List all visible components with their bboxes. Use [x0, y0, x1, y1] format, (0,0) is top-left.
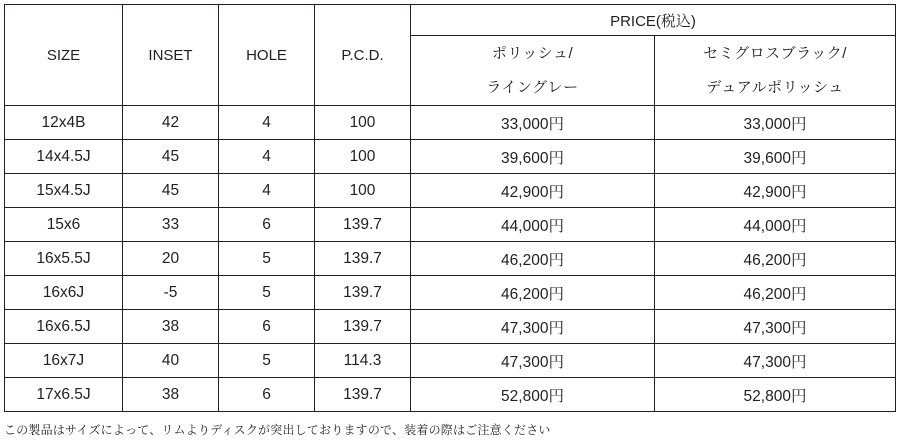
cell-inset: 38 [123, 310, 219, 344]
cell-hole: 5 [219, 344, 315, 378]
cell-inset: 40 [123, 344, 219, 378]
cell-price-finish1: 47,300円 [411, 344, 655, 378]
cell-pcd: 100 [315, 106, 411, 140]
cell-price-finish1: 33,000円 [411, 106, 655, 140]
header-price: PRICE(税込) [411, 5, 896, 36]
cell-inset: 45 [123, 174, 219, 208]
cell-size: 15x6 [5, 208, 123, 242]
header-hole: HOLE [219, 5, 315, 106]
cell-pcd: 139.7 [315, 378, 411, 412]
table-row [5, 242, 896, 276]
cell-size: 16x6.5J [5, 310, 123, 344]
header-finish1-line1: ポリッシュ/ [491, 44, 574, 62]
cell-price-finish1: 42,900円 [411, 174, 655, 208]
wheel-spec-price-table [4, 4, 896, 412]
table-row [5, 344, 896, 378]
cell-price-finish2: 52,800円 [655, 378, 896, 412]
table-row [5, 106, 896, 140]
cell-size: 16x6J [5, 276, 123, 310]
cell-price-finish2: 47,300円 [655, 344, 896, 378]
header-finish2-line1: セミグロスブラック/ [703, 44, 847, 62]
cell-price-finish1: 52,800円 [411, 378, 655, 412]
cell-price-finish1: 47,300円 [411, 310, 655, 344]
cell-price-finish1: 46,200円 [411, 276, 655, 310]
header-size: SIZE [5, 5, 123, 106]
table-row [5, 378, 896, 412]
cell-price-finish2: 39,600円 [655, 140, 896, 174]
cell-price-finish2: 42,900円 [655, 174, 896, 208]
cell-hole: 4 [219, 174, 315, 208]
cell-pcd: 100 [315, 140, 411, 174]
cell-size: 16x5.5J [5, 242, 123, 276]
cell-inset: 20 [123, 242, 219, 276]
cell-hole: 5 [219, 242, 315, 276]
cell-price-finish1: 46,200円 [411, 242, 655, 276]
header-finish1-line2: ライングレー [486, 78, 579, 96]
header-inset: INSET [123, 5, 219, 106]
cell-price-finish2: 47,300円 [655, 310, 896, 344]
table-row [5, 208, 896, 242]
table-row [5, 174, 896, 208]
cell-hole: 4 [219, 106, 315, 140]
cell-inset: -5 [123, 276, 219, 310]
footnote: この製品はサイズによって、リムよりディスクが突出しておりますので、装着の際はご注意ください [4, 423, 551, 437]
cell-hole: 6 [219, 310, 315, 344]
cell-size: 14x4.5J [5, 140, 123, 174]
header-finish2-line2: デュアルポリッシュ [706, 78, 844, 96]
cell-hole: 4 [219, 140, 315, 174]
cell-price-finish1: 39,600円 [411, 140, 655, 174]
header-finish-polish-linegray [411, 36, 655, 106]
table-header [5, 5, 896, 106]
cell-pcd: 139.7 [315, 208, 411, 242]
cell-pcd: 139.7 [315, 310, 411, 344]
cell-inset: 33 [123, 208, 219, 242]
cell-hole: 5 [219, 276, 315, 310]
cell-inset: 42 [123, 106, 219, 140]
header-pcd: P.C.D. [315, 5, 411, 106]
cell-price-finish2: 46,200円 [655, 276, 896, 310]
cell-size: 15x4.5J [5, 174, 123, 208]
cell-hole: 6 [219, 378, 315, 412]
cell-price-finish2: 44,000円 [655, 208, 896, 242]
table-row [5, 140, 896, 174]
cell-inset: 38 [123, 378, 219, 412]
cell-pcd: 114.3 [315, 344, 411, 378]
cell-price-finish1: 44,000円 [411, 208, 655, 242]
cell-inset: 45 [123, 140, 219, 174]
cell-price-finish2: 33,000円 [655, 106, 896, 140]
table-body [5, 106, 896, 412]
header-finish-semigloss-black-dual-polish [655, 36, 896, 106]
cell-size: 16x7J [5, 344, 123, 378]
cell-price-finish2: 46,200円 [655, 242, 896, 276]
cell-pcd: 139.7 [315, 242, 411, 276]
cell-hole: 6 [219, 208, 315, 242]
table-row [5, 276, 896, 310]
cell-pcd: 139.7 [315, 276, 411, 310]
cell-size: 12x4B [5, 106, 123, 140]
cell-pcd: 100 [315, 174, 411, 208]
cell-size: 17x6.5J [5, 378, 123, 412]
table-row [5, 310, 896, 344]
